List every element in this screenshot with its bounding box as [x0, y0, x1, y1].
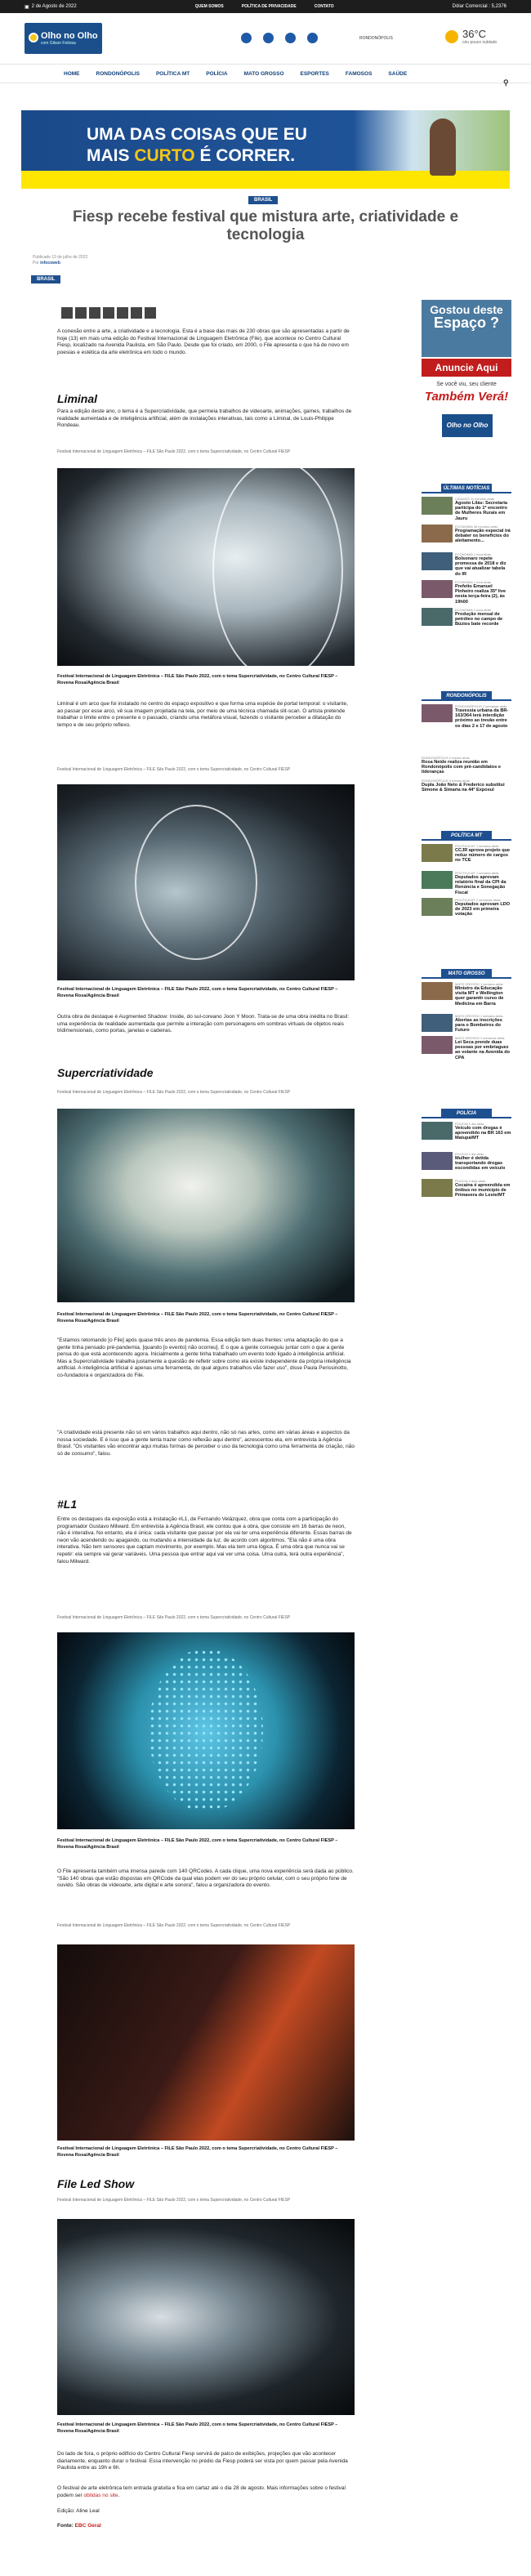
- more-share-icon[interactable]: [145, 307, 156, 319]
- sidebar-news-item[interactable]: [422, 844, 511, 866]
- sidebar-news-item[interactable]: [422, 608, 511, 630]
- news-time: 36 minutos atrás: [473, 525, 498, 529]
- news-title[interactable]: Bolsonaro repete promessa de 2018 e diz que vai atualizar tabela do IR: [455, 556, 506, 577]
- facebook-share-icon[interactable]: [75, 307, 87, 319]
- dollar-rate: Dólar Comercial : 5,2376: [452, 4, 506, 9]
- eye-icon: [29, 33, 38, 42]
- sidebar-news-item[interactable]: [422, 525, 511, 547]
- share-buttons: [61, 307, 156, 319]
- news-time: 2 semanas atrás: [475, 898, 501, 902]
- news-thumbnail[interactable]: [422, 1179, 453, 1197]
- news-thumbnail[interactable]: [422, 982, 453, 1000]
- news-title[interactable]: Deputados aprovam relatório final da CPI da Renúncia e Sonegação Fiscal: [455, 875, 506, 895]
- paragraph-qrcodes: O File apresenta também uma imensa parede com 140 QRCodes. A cada clique, uma nova experiência será dada ao público. "São 140 obras que estão dispostas em QRCode da qual elas podem ver do seu próprio celular, com o seu próprio fone de ouvido. São obras de vídeoarte, arte digital e arte sonora", falou a organizadora do evento.: [57, 1868, 354, 1889]
- caption-6: Festival Internacional de Linguagem Eletrônica – FILE São Paulo 2022, com o tema Supercriatividade, no Centro Cultural FIESP – Rovena Rosa/Agência Brasil: [57, 2422, 338, 2434]
- sidebar-heading: [422, 484, 511, 493]
- facebook-icon[interactable]: [241, 33, 252, 43]
- sidebar-news-item[interactable]: [422, 898, 511, 920]
- heading-led-show: File Led Show: [57, 2177, 135, 2190]
- nav-esportes[interactable]: ESPORTES: [300, 70, 329, 77]
- top-date: ▣ 2 de Agosto de 2022: [25, 4, 77, 10]
- nav-mato-grosso[interactable]: MATO GROSSO: [243, 70, 284, 77]
- news-time: 1 hora atrás: [473, 552, 492, 556]
- page-title: Fiesp recebe festival que mistura arte, criatividade e tecnologia: [72, 208, 459, 243]
- pinterest-icon[interactable]: [103, 307, 114, 319]
- header: [0, 13, 531, 64]
- news-title[interactable]: Prefeito Emanuel Pinheiro realiza 35º live nesta terça-feira (2), às 19h00: [455, 584, 506, 605]
- nav-politica-mt[interactable]: POLÍTICA MT: [155, 70, 190, 77]
- news-time: 1 semana atrás: [475, 871, 499, 875]
- paragraph-liminal: Para a edição deste ano, o tema é a Supercriatividade, que permeia trabalhos de videoarte, animações, games, trabalhos de realidade aumentada e de inteligência artificial, além de instalações interativas, tais como a Liminal, de Louis-Philippe Rondeau.: [57, 408, 352, 429]
- top-link-contact[interactable]: CONTATO: [314, 4, 334, 9]
- news-category: POLÍTICA MT: [455, 898, 475, 902]
- news-time: 2 dias atrás: [468, 1179, 486, 1183]
- weather-desc: céu pouco nublado: [462, 40, 498, 45]
- news-category: ECONOMIA: [455, 525, 473, 529]
- sidebar-heading: [422, 1109, 511, 1118]
- social-links: [241, 33, 318, 43]
- news-title[interactable]: Programação especial irá debater os benefícios do aleitamento...: [455, 529, 511, 544]
- sidebar-heading: [422, 691, 511, 701]
- ad-logo: Olho no Olho: [442, 414, 493, 437]
- caption-3: Festival Internacional de Linguagem Eletrônica – FILE São Paulo 2022, com o tema Supercriatividade, no Centro Cultural FIESP – Rovena Rosa/Agência Brasil: [57, 1312, 338, 1324]
- article-category[interactable]: BRASIL: [248, 196, 278, 204]
- nav-famosos[interactable]: FAMOSOS: [345, 70, 373, 77]
- editor-line: Edição: Aline Leal: [57, 2508, 100, 2514]
- news-category: CIDADES: [455, 497, 470, 501]
- news-thumbnail[interactable]: [422, 497, 453, 515]
- news-category: ECONOMIA: [455, 552, 473, 556]
- heading-l1: #L1: [57, 1498, 78, 1511]
- top-links: [195, 4, 334, 9]
- sidebar-heading-label[interactable]: RONDONÓPOLIS: [441, 691, 492, 701]
- image-alt-2: Festival Internacional de Linguagem Eletrônica – FILE São Paulo 2022, com o tema Supercriatividade, no Centro Cultural FIESP: [57, 767, 291, 772]
- news-category: POLÍCIA: [455, 1179, 468, 1183]
- nav-rondonopolis[interactable]: RONDONÓPOLIS: [96, 70, 140, 77]
- heading-supercriatividade: Supercriatividade: [57, 1066, 154, 1079]
- news-time: 1 semana atrás: [480, 1014, 503, 1018]
- image-alt-3: Festival Internacional de Linguagem Eletrônica – FILE São Paulo 2022, com o tema Supercriatividade, no Centro Cultural FIESP: [57, 1090, 291, 1095]
- sidebar-news-item[interactable]: [422, 871, 511, 893]
- sidebar-heading-label[interactable]: MATO GROSSO: [441, 969, 492, 979]
- heading-liminal: Liminal: [57, 392, 98, 405]
- news-category: POLÍCIA: [455, 1152, 468, 1156]
- news-title[interactable]: Agosto Lilás: Secretaria participa do 1º encontro de Mulheres Rurais em Jauru: [455, 501, 508, 521]
- article-tag[interactable]: BRASIL: [31, 275, 60, 283]
- news-thumbnail[interactable]: [422, 1152, 453, 1170]
- news-thumbnail[interactable]: [422, 1122, 453, 1140]
- banner-line2: MAIS CURTO É CORRER.: [87, 146, 296, 165]
- news-title[interactable]: Produção mensal de petróleo no campo de Búzios bate recorde: [455, 612, 503, 627]
- news-thumbnail[interactable]: [422, 580, 453, 598]
- caption-1: Festival Internacional de Linguagem Eletrônica – FILE São Paulo 2022, com o tema Supercriatividade, no Centro Cultural FIESP – Rovena Rosa/Agência Brasil: [57, 674, 338, 685]
- twitter-icon[interactable]: [263, 33, 274, 43]
- email-icon[interactable]: [131, 307, 142, 319]
- banner-line1: UMA DAS COISAS QUE EU: [87, 125, 307, 144]
- paragraph-super-2: "A criatividade está presente não só em vários trabalhos aqui dentro, não só nas artes, como em várias áreas e aspectos da nossa sociedade. E é isso que a gente tenta trazer como reflexão aqui dentro", acrescentou ela, em entrevista à Agência Brasil. "Os visitantes vão encontrar aqui muitas formas de perceber o uso da tecnologia como uma ferramenta de criação, não só de consumo", falou.: [57, 1430, 355, 1457]
- news-time: 1 dia atrás: [468, 1152, 484, 1156]
- news-thumbnail[interactable]: [422, 704, 453, 722]
- author-link[interactable]: infocoweb: [40, 261, 60, 266]
- sidebar-news-item[interactable]: [422, 756, 511, 778]
- image-alt-1: Festival Internacional de Linguagem Eletrônica – FILE São Paulo 2022, com o tema Supercriatividade, no Centro Cultural FIESP: [57, 449, 291, 454]
- caption-5: Festival Internacional de Linguagem Eletrônica – FILE São Paulo 2022, com o tema Supercriatividade, no Centro Cultural FIESP – Rovena Rosa/Agência Brasil: [57, 2146, 338, 2158]
- image-alt-4: Festival Internacional de Linguagem Eletrônica – FILE São Paulo 2022, com o tema Supercriatividade, no Centro Cultural FIESP: [57, 1615, 291, 1620]
- paragraph-liminal-2: Liminal é um arco que foi instalado no centro do espaço expositivo e que forma uma espécie de portal temporal: o visitante, ao passar por esse arco, vê sua imagem projetada na tela, por meio de uma técnica chamada slit-scan. O artista pretende trabalhar o limite entre o presente e o passado, criando uma metáfora visual, fazendo o visitante perceber a dilatação do tempo e de seu próprio reflexo.: [57, 701, 348, 728]
- photo-avant-digital-art: [57, 1944, 355, 2141]
- search-icon[interactable]: ⚲: [503, 78, 509, 87]
- weather-city: RONDONÓPOLIS: [359, 36, 393, 41]
- news-category: RONDONÓPOLIS: [422, 779, 448, 783]
- linkedin-icon[interactable]: [117, 307, 128, 319]
- youtube-icon[interactable]: [285, 33, 296, 43]
- sidebar-heading: [422, 969, 511, 979]
- top-bar: [0, 0, 531, 13]
- paragraph-l1: Entre os destaques da exposição está a instalação #L1, de Fernando Velázquez, obra que conta com a participação do programador Gustavo Milward. Em entrevista à Agência Brasil, ele contou que a obra, que consiste em 16 barras de neon, não é interativa. No entanto, ela é única: cada visitante que passar por ela vai ter uma experiência diferente. Essas barras de neon vão acendendo ou apagando, ou mudando a intensidade da luz, de acordo com algoritmos. "Ela não é uma obra interativa. Não tem sensores que captam movimento, por exemplo. Mas ela tem uma lógica. É uma obra que nunca vai se repetir: ela sempre vai gerar variáveis. Uma pessoa que entrar aqui vai ver uma coisa. Uma outra, terá outra experiência", falou Milward.: [57, 1516, 352, 1565]
- photo-led-show: [57, 2219, 355, 2415]
- photo-liminal: [57, 468, 355, 666]
- news-title[interactable]: Abertas as inscrições para o Bombeiros do Futuro: [455, 1018, 502, 1034]
- nav-saude[interactable]: SAÚDE: [388, 70, 408, 77]
- paragraph-led: Do lado de fora, o próprio edifício do Centro Cultural Fiesp servirá de palco de exibições, projeções que vão acontecer diariamente, enquanto durar o festival. Essa intervenção no prédio da Fiesp poderá ser vista por quem passar pela Avenida Paulista entre as 19h e 6h.: [57, 2451, 348, 2471]
- festival-site-link[interactable]: obtidas no site: [83, 2492, 118, 2498]
- news-category: MATO GROSSO: [455, 982, 480, 986]
- news-category: POLÍTICA MT: [455, 871, 475, 875]
- news-title[interactable]: Deputados aprovam LDO de 2023 em primeira votação: [455, 902, 511, 917]
- top-link-privacy[interactable]: POLÍTICA DE PRIVACIDADE: [241, 4, 297, 9]
- sidebar-ad[interactable]: Gostou deste Espaço ? Anuncie Aqui Se você viu, seu cliente Também Verá! Olho no Olho: [422, 300, 511, 471]
- sidebar-news-item[interactable]: [422, 1014, 511, 1036]
- news-time: 1 semana atrás: [475, 844, 499, 848]
- sidebar-heading-label[interactable]: POLÍTICA MT: [441, 831, 492, 841]
- image-alt-5: Festival Internacional de Linguagem Eletrônica – FILE São Paulo 2022, com o tema Supercriatividade, no Centro Cultural FIESP: [57, 1923, 291, 1928]
- news-time: 3 meses atrás: [448, 779, 470, 783]
- news-category: MATO GROSSO: [455, 1036, 480, 1040]
- article-meta: Publicado 13 de julho de 2022 Por infocoweb: [33, 255, 88, 266]
- news-thumbnail[interactable]: [422, 1014, 453, 1032]
- caption-2: Festival Internacional de Linguagem Eletrônica – FILE São Paulo 2022, com o tema Supercriatividade, no Centro Cultural FIESP – Rovena Rosa/Agência Brasil: [57, 987, 338, 998]
- temperature: 36°C: [462, 28, 487, 40]
- news-title[interactable]: Ministro da Educação visita MT e Wellington quer garantir curso de Medicina em Barra: [455, 986, 504, 1007]
- news-category: RONDONÓPOLIS: [455, 704, 482, 708]
- sidebar-news-item[interactable]: [422, 580, 511, 605]
- photo-supercriatividade: [57, 1109, 355, 1302]
- news-thumbnail[interactable]: [422, 608, 453, 626]
- news-time: 2 semanas atrás: [482, 704, 507, 708]
- news-title[interactable]: Veículo com drogas é apreendido na BR 163 em Matupá/MT: [455, 1126, 511, 1141]
- main-nav: [0, 64, 531, 87]
- published-date: Publicado 13 de julho de 2022: [33, 255, 88, 260]
- news-title[interactable]: Rosa Neide realiza reunião em Rondonópolis com pré-candidatos e lideranças: [422, 760, 501, 775]
- source-link[interactable]: EBC Geral: [74, 2523, 101, 2529]
- news-thumbnail[interactable]: [422, 525, 453, 542]
- news-category: ECONOMIA: [455, 608, 473, 612]
- ad-banner[interactable]: [21, 110, 510, 189]
- news-thumbnail[interactable]: [422, 871, 453, 889]
- sidebar-news-item[interactable]: [422, 1122, 511, 1144]
- top-link-about[interactable]: QUEM SOMOS: [194, 4, 224, 9]
- news-thumbnail[interactable]: [422, 844, 453, 862]
- sun-icon: [445, 30, 458, 43]
- sidebar-heading-label[interactable]: ÚLTIMAS NOTÍCIAS: [441, 484, 492, 493]
- nav-home[interactable]: HOME: [64, 70, 80, 77]
- news-time: 1 semana atrás: [480, 982, 503, 986]
- news-title[interactable]: CCJR aprova projeto que reduz número de cargos no TCE: [455, 848, 511, 864]
- news-category: MATO GROSSO: [455, 1014, 480, 1018]
- photo-visitors: [57, 784, 355, 980]
- whatsapp-icon[interactable]: [61, 307, 73, 319]
- news-thumbnail[interactable]: [422, 898, 453, 916]
- news-time: 1 dia atrás: [468, 1122, 484, 1126]
- paragraph-final: O festival de arte eletrônica tem entrada gratuita e fica em cartaz até o dia 28 de agosto. Mais informações sobre o festival podem ser obtidas no site.: [57, 2485, 346, 2498]
- news-category: RONDONÓPOLIS: [422, 756, 448, 760]
- nav-policia[interactable]: POLÍCIA: [206, 70, 228, 77]
- news-title[interactable]: Mulher é detida transportando drogas escondidas em veículo: [455, 1156, 506, 1172]
- sidebar-heading-label[interactable]: POLÍCIA: [441, 1109, 492, 1118]
- sidebar-heading: [422, 831, 511, 841]
- sidebar-news-item[interactable]: [422, 704, 511, 729]
- sidebar-news-item[interactable]: [422, 1179, 511, 1201]
- sidebar-news-item[interactable]: [422, 497, 511, 519]
- sidebar-news-item[interactable]: [422, 1152, 511, 1174]
- sidebar-news-item[interactable]: [422, 982, 511, 1007]
- news-title[interactable]: Dupla João Neto & Frederico substitui Simone & Simaria na 44ª Exposul: [422, 783, 505, 793]
- sidebar-news-item[interactable]: [422, 552, 511, 577]
- image-alt-6: Festival Internacional de Linguagem Eletrônica – FILE São Paulo 2022, com o tema Supercriatividade, no Centro Cultural FIESP: [57, 2198, 291, 2203]
- caption-4: Festival Internacional de Linguagem Eletrônica – FILE São Paulo 2022, com o tema Supercriatividade, no Centro Cultural FIESP – Rovena Rosa/Agência Brasil: [57, 1838, 338, 1850]
- news-time: 11 minutos atrás: [470, 497, 495, 501]
- sidebar-news-item[interactable]: [422, 779, 511, 801]
- news-thumbnail[interactable]: [422, 552, 453, 570]
- paragraph-augmented: Outra obra de destaque é Augmented Shadow: Inside, do sul-coreano Joon Y Moon. Trata-se de uma obra inédita no Brasil: uma experiência de realidade aumentada que permite a interação com personagens em sombras virtuais de objetos reais tridimensionais, como portas, janelas e cadeiras.: [57, 1014, 350, 1034]
- calendar-icon: ▣: [25, 4, 29, 10]
- photo-l1: [57, 1632, 355, 1829]
- news-category: POLÍCIA: [455, 1122, 468, 1126]
- news-time: 2 semanas atrás: [480, 1036, 505, 1040]
- news-category: ECONOMIA: [455, 580, 473, 584]
- news-category: POLÍTICA MT: [455, 844, 475, 848]
- news-time: 1 hora atrás: [473, 580, 492, 584]
- sidebar-news-item[interactable]: [422, 1036, 511, 1058]
- news-title[interactable]: Lei Seca prende duas pessoas por embriaguez ao volante na Avenida do CPA: [455, 1040, 511, 1060]
- news-title[interactable]: Travessia urbana da BR-163/364 terá interdição próximo ao trevão entre os dias 2 e 17 de agosto: [455, 708, 509, 729]
- news-title[interactable]: Cocaína é apreendida em ônibus no município de Primavera do Leste/MT: [455, 1183, 511, 1199]
- source-line: Fonte: EBC Geral: [57, 2523, 101, 2529]
- news-time: 2 meses atrás: [448, 756, 470, 760]
- article-intro: A conexão entre a arte, a criatividade e a tecnologia. Esta é a base das mais de 230 obras que são apresentadas a partir de hoje (13) em mais uma edição do Festival Internacional de Linguagem Eletrônica (File), que acontece no Centro Cultural Fiesp, localizado na Avenida Paulista, em São Paulo. Desde que foi criado, em 2000, o File apresenta o que há de novo em poesias e estética da arte eletrônica em todo o mundo.: [57, 328, 350, 355]
- twitter-share-icon[interactable]: [89, 307, 100, 319]
- banner-runner: [430, 118, 456, 176]
- paragraph-super-1: "Estamos retomando [o File] após quase três anos de pandemia. Essa edição tem duas frentes: uma adaptação do que a gente tinha pensado pré-pandemia, [quando [o evento] não ocorreu]. E o que a gente conseguiu juntar com o que a gente pensa do que está acontecendo agora. Inicialmente a gente tinha trabalhado um evento todo ligado à inteligência artificial. Mas a Supercriatividade trabalha justamente a questão de refletir sobre como ela existe independente da própria inteligência artificial. A inteligência artificial é apenas uma ferramenta, do qual alguns trabalhos vão fazer uso", disse Paula Perissinotto, co-fundadora e organizadora do File.: [57, 1337, 351, 1378]
- news-thumbnail[interactable]: [422, 1036, 453, 1054]
- news-time: 1 hora atrás: [473, 608, 492, 612]
- site-logo[interactable]: Olho no Olho com Gilson Feitosa: [25, 23, 102, 54]
- weather-widget: [445, 28, 497, 45]
- instagram-icon[interactable]: [307, 33, 318, 43]
